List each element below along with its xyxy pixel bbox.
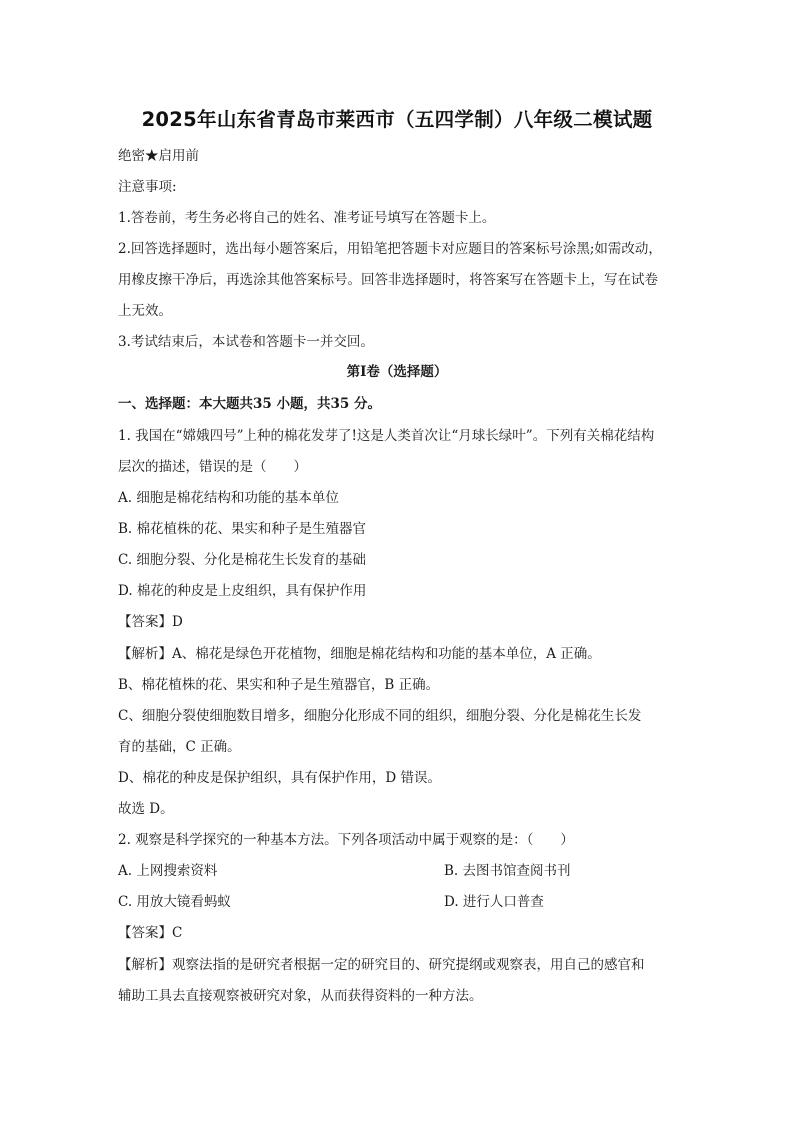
- question-2-option-c: C. 用放大镜看蚂蚁: [118, 894, 231, 910]
- question-1-analysis-line-2: B、棉花植株的花、果实和种子是生殖器官，B 正确。: [118, 677, 440, 693]
- question-2-answer: 【答案】C: [118, 925, 183, 941]
- notice-item-2-line-3: 上无效。: [118, 303, 172, 319]
- question-1-analysis-line-4: 育的基础，C 正确。: [118, 739, 241, 755]
- question-1-analysis-line-3: C、细胞分裂使细胞数目增多，细胞分化形成不同的组织，细胞分裂、分化是棉花生长发: [118, 708, 642, 724]
- notice-item-2-line-2: 用橡皮擦干净后，再选涂其他答案标号。回答非选择题时，将答案写在答题卡上，写在试卷: [118, 272, 658, 288]
- notice-item-1: 1.答卷前，考生务必将自己的姓名、准考证号填写在答题卡上。: [118, 210, 496, 226]
- question-1-option-a: A. 细胞是棉花结构和功能的基本单位: [118, 490, 339, 506]
- question-2-option-d: D. 进行人口普查: [444, 894, 544, 910]
- question-1-analysis-line-1: 【解析】A、棉花是绿色开花植物，细胞是棉花结构和功能的基本单位，A 正确。: [118, 646, 601, 662]
- question-1-answer: 【答案】D: [118, 614, 183, 630]
- question-1-option-d: D. 棉花的种皮是上皮组织，具有保护作用: [118, 583, 367, 599]
- exam-title: 2025年山东省青岛市莱西市（五四学制）八年级二模试题: [141, 108, 653, 131]
- volume-heading: 第I卷（选择题）: [346, 364, 448, 380]
- question-1-conclusion: 故选 D。: [118, 801, 174, 817]
- question-1-option-b: B. 棉花植株的花、果实和种子是生殖器官: [118, 521, 367, 537]
- question-1-stem-line-1: 1. 我国在“嫦娥四号”上种的棉花发芽了!这是人类首次让“月球长绿叶”。下列有关棉花结构: [118, 428, 655, 444]
- question-2-option-b: B. 去图书馆查阅书刊: [444, 863, 571, 879]
- question-1-analysis-line-5: D、棉花的种皮是保护组织，具有保护作用，D 错误。: [118, 770, 441, 786]
- question-2-stem: 2. 观察是科学探究的一种基本方法。下列各项活动中属于观察的是：（ ）: [118, 832, 574, 848]
- question-2-option-a: A. 上网搜索资料: [118, 863, 218, 879]
- question-2-analysis-line-2: 辅助工具去直接观察被研究对象，从而获得资料的一种方法。: [118, 988, 483, 1004]
- notice-item-2-line-1: 2.回答选择题时，选出每小题答案后，用铅笔把答题卡对应题目的答案标号涂黑;如需改动，: [118, 241, 662, 257]
- part-heading: 一、选择题：本大题共35 小题，共35 分。: [118, 396, 381, 412]
- secret-label: 绝密★启用前: [118, 148, 199, 164]
- notice-item-3: 3.考试结束后，本试卷和答题卡一并交回。: [118, 334, 374, 350]
- question-2-analysis-line-1: 【解析】观察法指的是研究者根据一定的研究目的、研究提纲或观察表，用自己的感官和: [118, 957, 645, 973]
- question-1-option-c: C. 细胞分裂、分化是棉花生长发育的基础: [118, 552, 366, 568]
- question-1-stem-line-2: 层次的描述，错误的是（ ）: [118, 459, 307, 475]
- notice-title: 注意事项:: [118, 179, 177, 195]
